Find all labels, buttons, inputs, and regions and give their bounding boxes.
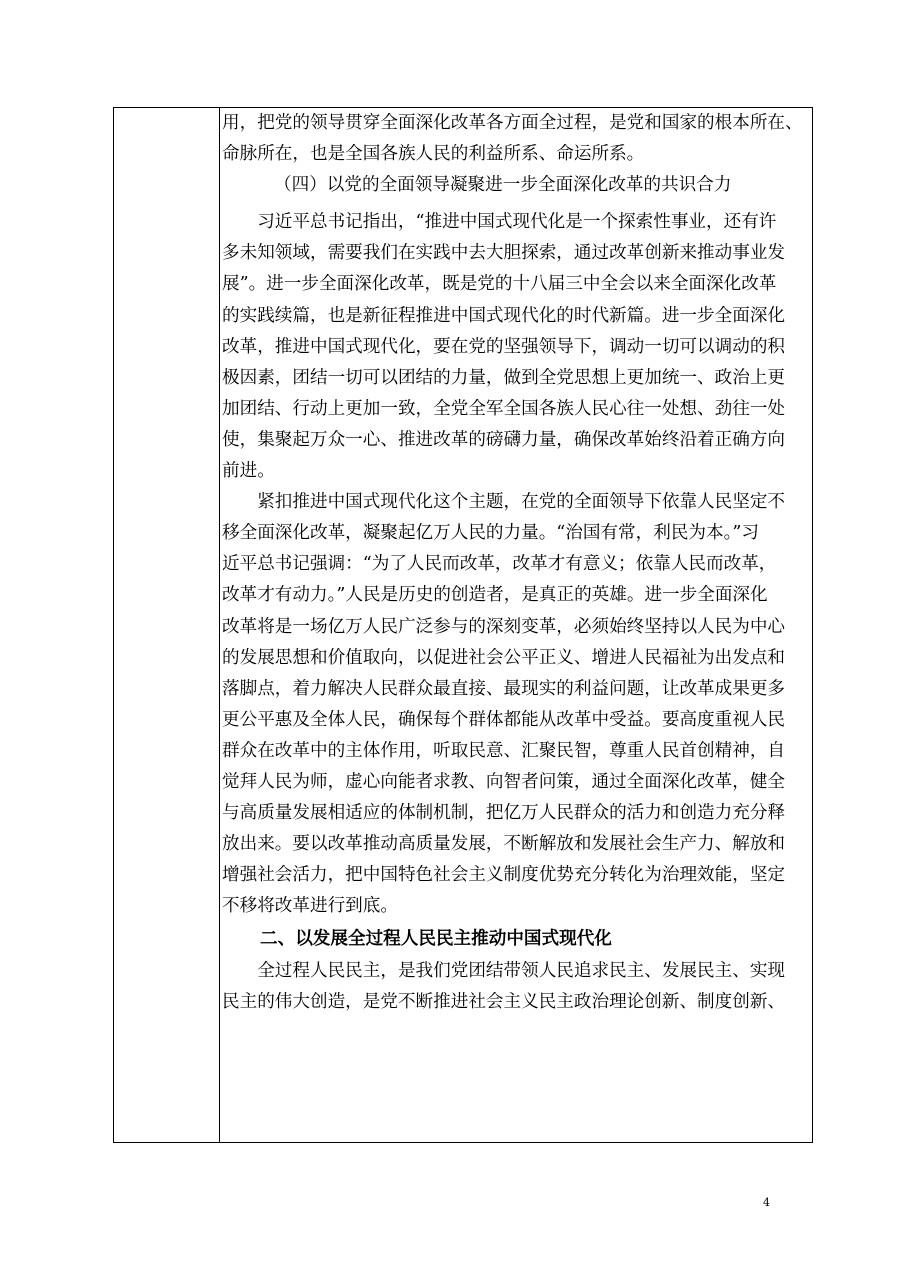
text-line: 全过程人民民主，是我们党团结带领人民追求民主、发展民主、实现	[222, 960, 786, 981]
text-line: 前进。	[222, 461, 275, 482]
text-line: 习近平总书记指出，“推进中国式现代化是一个探索性事业，还有许	[222, 212, 777, 233]
text-line: 展”。进一步全面深化改革，既是党的十八届三中全会以来全面深化改革	[222, 274, 777, 295]
text-line: 放出来。要以改革推动高质量发展，不断解放和发展社会生产力、解放和	[222, 834, 786, 855]
text-line: 改革才有动力。”人民是历史的创造者，是真正的英雄。进一步全面深化	[222, 585, 768, 606]
text-line: 改革将是一场亿万人民广泛参与的深刻变革，必须始终坚持以人民为中心	[222, 616, 786, 637]
text-line: 不移将改革进行到底。	[222, 896, 398, 917]
paragraph-2	[222, 487, 810, 922]
text-line: 改革，推进中国式现代化，要在党的坚强领导下，调动一切可以调动的积	[222, 336, 786, 357]
continued-paragraph	[222, 108, 810, 170]
text-line: 的发展思想和价值取向，以促进社会公平正义、增进人民福祉为出发点和	[222, 647, 786, 668]
text-line: 的实践续篇，也是新征程推进中国式现代化的时代新篇。进一步全面深化	[222, 305, 786, 326]
text-line: 更公平惠及全体人民，确保每个群体都能从改革中受益。要高度重视人民	[222, 709, 786, 730]
text-line: 落脚点，着力解决人民群众最直接、最现实的利益问题，让改革成果更多	[222, 678, 786, 699]
text-line: 群众在改革中的主体作用，听取民意、汇聚民智，尊重人民首创精神，自	[222, 740, 786, 761]
text-line: 命脉所在，也是全国各族人民的利益所系、命运所系。	[222, 144, 645, 165]
paragraph-3	[222, 956, 810, 1018]
paragraph-1	[222, 207, 810, 487]
text-line: 使，集聚起万众一心、推进改革的磅礴力量，确保改革始终沿着正确方向	[222, 429, 786, 450]
text-line: 与高质量发展相适应的体制机制，把亿万人民群众的活力和创造力充分释	[222, 803, 786, 824]
text-line: 加团结、行动上更加一致，全党全军全国各族人民心往一处想、劲往一处	[222, 398, 786, 419]
text-line: 紧扣推进中国式现代化这个主题，在党的全面领导下依靠人民坚定不	[222, 492, 786, 513]
text-line: 移全面深化改革，凝聚起亿万人民的力量。“治国有常，利民为本。”习	[222, 523, 760, 544]
page-number: 4	[763, 1196, 770, 1209]
document-body	[222, 108, 810, 1018]
column-divider	[219, 108, 220, 1142]
text-line: 极因素，团结一切可以团结的力量，做到全党思想上更加统一、政治上更	[222, 367, 786, 388]
text-line: 觉拜人民为师，虚心向能者求教、向智者问策，通过全面深化改革，健全	[222, 771, 786, 792]
text-line: 多未知领域，需要我们在实践中去大胆探索，通过改革创新来推动事业发	[222, 243, 786, 264]
subsection-heading: （四）以党的全面领导凝聚进一步全面深化改革的共识合力	[274, 175, 732, 196]
text-line: 用，把党的领导贯穿全面深化改革各方面全过程，是党和国家的根本所在、	[222, 113, 803, 133]
text-line: 增强社会活力，把中国特色社会主义制度优势充分转化为治理效能，坚定	[222, 865, 786, 886]
text-line: 近平总书记强调：“为了人民而改革，改革才有意义；依靠人民而改革，	[222, 554, 777, 575]
section-heading: 二、以发展全过程人民民主推动中国式现代化	[260, 928, 612, 950]
text-line: 民主的伟大创造，是党不断推进社会主义民主政治理论创新、制度创新、	[222, 991, 786, 1012]
